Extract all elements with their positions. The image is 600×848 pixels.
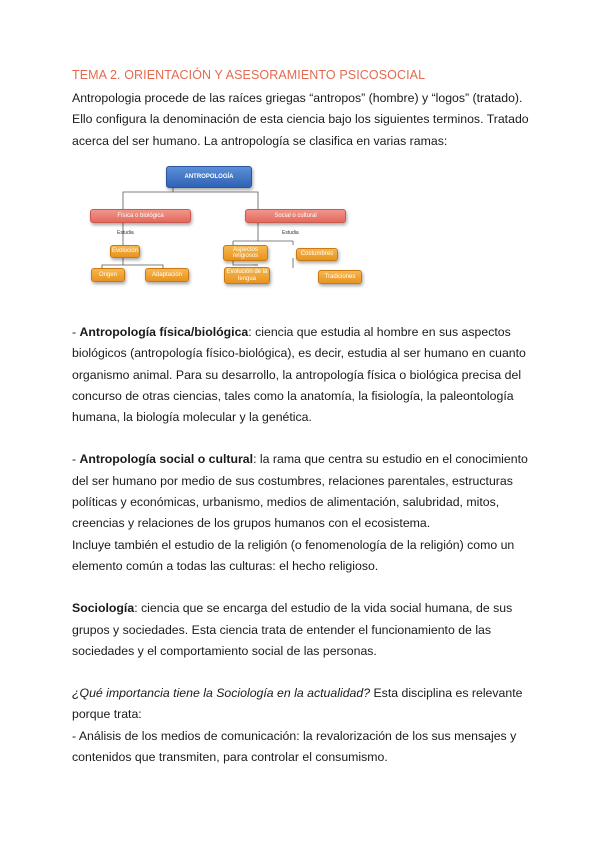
intro-paragraph: Antropologia procede de las raíces griegas “antropos” (hombre) y “logos” (tratado). Ello configura la denominación de esta ciencia bajo los siguientes terminos. Tratado acerca del ser humano. La antropología se clasifica en varias ramas: xyxy=(72,91,529,148)
diagram-node-aspectos: Aspectos religiosos xyxy=(223,245,268,261)
paragraph-fisica xyxy=(72,322,532,428)
paragraph-question xyxy=(72,683,532,726)
list-item-medios: - Análisis de los medios de comunicación: la revalorización de los sus mensajes y contenidos que transmiten, para controlar el consumismo. xyxy=(72,728,517,765)
text-sociologia: : ciencia que se encarga del estudio de la vida social humana, de sus grupos y sociedades. Esta ciencia trata de entender el funcionamiento de las sociedades y el comportamiento social de las personas. xyxy=(72,601,513,658)
text-social: : la rama que centra su estudio en el conocimiento del ser humano por medio de sus costumbres, relaciones parentales, estructuras políticas y económicas, urbanismo, medios de alimentación, salubridad, mitos, creencias y relaciones de los grupos humanos con el ecosistema. xyxy=(72,452,528,531)
diagram-node-tradiciones: Tradiciones xyxy=(318,270,362,284)
diagram-node-adaptacion: Adaptación xyxy=(145,268,189,282)
text-fisica: : ciencia que estudia al hombre en sus aspectos biológicos (antropología físico-biológica), es decir, estudia al ser humano en cuanto organismo animal. Para su desarrollo, la antropología física o biológica precisa del concurso de otras ciencias, tales como la anatomía, la fisiología, la paleontología humana, la biología molecular y la genética. xyxy=(72,325,526,425)
paragraph-social-extra: Incluye también el estudio de la religión (o fenomenología de la religión) como un elemento común a todas las culturas: el hecho religioso. xyxy=(72,537,515,573)
term-sociologia: Sociología xyxy=(72,601,135,616)
diagram-node-evolucion: Evolución xyxy=(110,245,140,258)
bullet-dash: - xyxy=(72,452,80,467)
document-title: TEMA 2. ORIENTACIÓN Y ASESORAMIENTO PSICOSOCIAL xyxy=(72,68,426,82)
document-body xyxy=(72,322,532,768)
diagram-node-social: Social o cultural xyxy=(245,209,346,223)
question-text: Esta disciplina es relevante porque trata: xyxy=(72,686,523,722)
diagram-label-estudia-left: Estudia xyxy=(117,230,134,236)
diagram-root-node: ANTROPOLOGÍA xyxy=(166,166,252,188)
document-page xyxy=(72,68,532,152)
diagram-node-costumbres: Costumbres xyxy=(296,248,338,261)
diagram-node-fisica: Física o biológica xyxy=(90,209,191,223)
diagram-node-lengua: Evolución de la lengua xyxy=(224,267,270,284)
bullet-dash: - xyxy=(72,325,80,339)
diagram-label-estudia-right: Estudia xyxy=(282,230,299,236)
term-social: Antropología social o cultural xyxy=(79,452,254,467)
paragraph-social xyxy=(72,449,532,534)
diagram-node-origen: Origen xyxy=(91,268,125,282)
question-italic: ¿Qué importancia tiene la Sociología en la actualidad? xyxy=(72,686,371,701)
term-fisica: Antropología física/biológica xyxy=(79,325,249,339)
anthropology-diagram xyxy=(88,162,378,292)
paragraph-sociologia xyxy=(72,598,532,662)
